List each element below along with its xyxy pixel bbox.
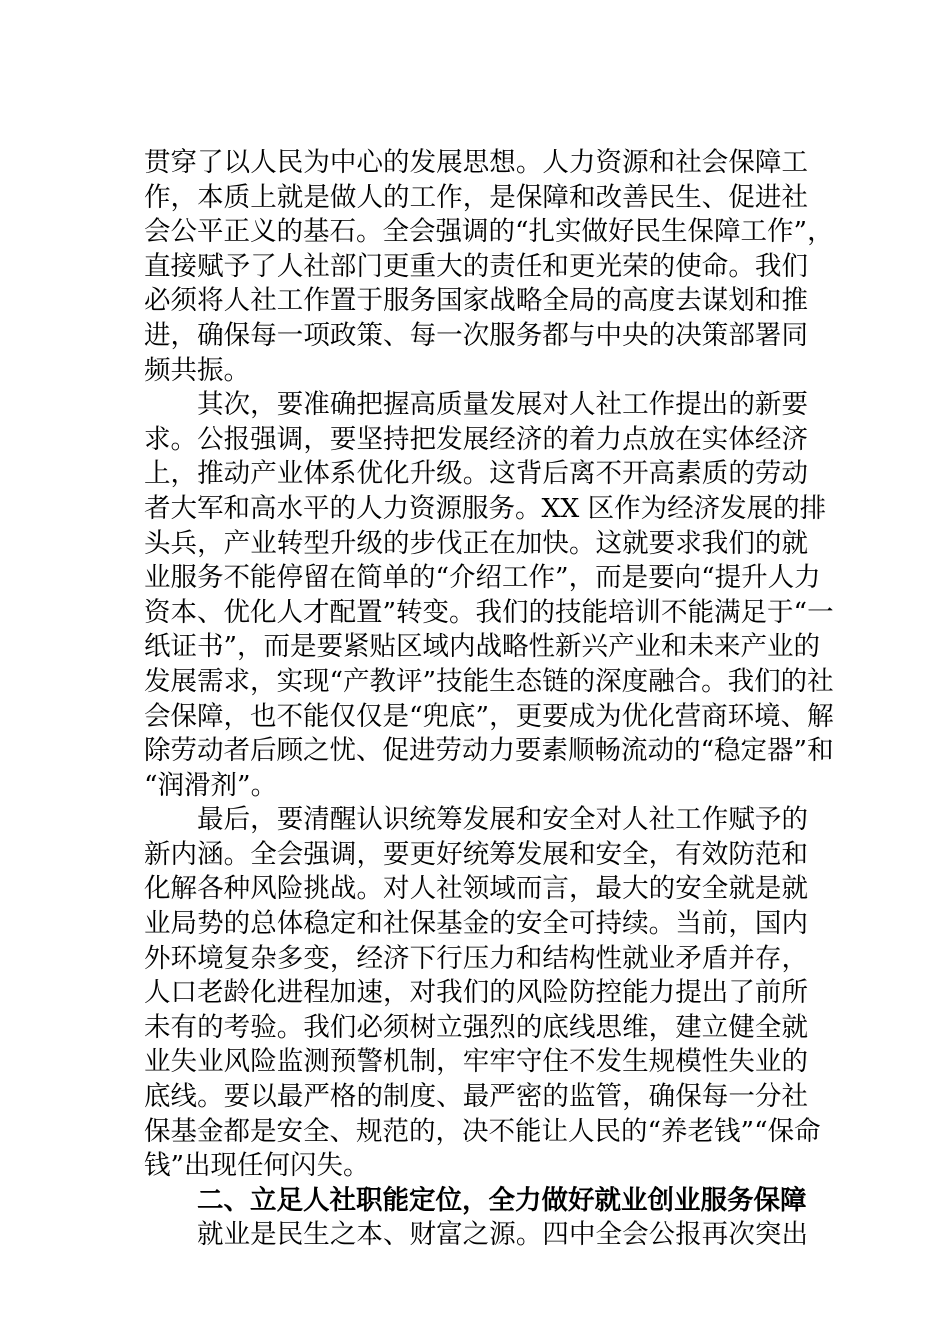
paragraph-3-line: 保基金都是安全、规范的，决不能让人民的“养老钱”“保命: [144, 1115, 821, 1147]
paragraph-4-line: 就业是民生之本、财富之源。四中全会公报再次突出: [197, 1219, 808, 1251]
paragraph-2-line: 纸证书”，而是要紧贴区域内战略性新兴产业和未来产业的: [144, 631, 821, 663]
paragraph-3-line: 钱”出现任何闪失。: [144, 1150, 370, 1182]
paragraph-3-line: 业失业风险监测预警机制，牢牢守住不发生规模性失业的: [144, 1046, 808, 1078]
paragraph-1-line: 贯穿了以人民为中心的发展思想。人力资源和社会保障工: [144, 147, 808, 178]
paragraph-3-line: 未有的考验。我们必须树立强烈的底线思维，建立健全就: [144, 1011, 808, 1043]
paragraph-3-line: 化解各种风险挑战。对人社领域而言，最大的安全就是就: [144, 873, 808, 905]
paragraph-3-line: 业局势的总体稳定和社保基金的安全可持续。当前，国内: [144, 908, 808, 940]
paragraph-2-line: 者大军和高水平的人力资源服务。XX 区作为经济发展的排: [144, 492, 827, 524]
paragraph-2-line: 会保障，也不能仅仅是“兜底”，更要成为优化营商环境、解: [144, 700, 834, 732]
paragraph-2-line: 求。公报强调，要坚持把发展经济的着力点放在实体经济: [144, 423, 808, 455]
paragraph-3-line: 人口老龄化进程加速，对我们的风险防控能力提出了前所: [144, 977, 808, 1009]
paragraph-2-line: 上，推动产业体系优化升级。这背后离不开高素质的劳动: [144, 458, 808, 490]
paragraph-3-line: 外环境复杂多变，经济下行压力和结构性就业矛盾并存，: [144, 942, 808, 974]
paragraph-2-line: 头兵，产业转型升级的步伐正在加快。这就要求我们的就: [144, 527, 808, 559]
paragraph-3-line: 底线。要以最严格的制度、最严密的监管，确保每一分社: [144, 1081, 808, 1113]
document-body: [144, 146, 834, 1253]
paragraph-1-line: 必须将人社工作置于服务国家战略全局的高度去谋划和推: [144, 285, 808, 317]
paragraph-1-line: 频共振。: [144, 354, 250, 386]
paragraph-1-line: 进，确保每一项政策、每一次服务都与中央的决策部署同: [144, 319, 808, 351]
section-heading: 二、立足人社职能定位，全力做好就业创业服务保障: [197, 1184, 807, 1216]
paragraph-1-line: 作，本质上就是做人的工作，是保障和改善民生、促进社: [144, 181, 808, 213]
paragraph-1-line: 直接赋予了人社部门更重大的责任和更光荣的使命。我们: [144, 250, 808, 282]
paragraph-3-line: 新内涵。全会强调，要更好统筹发展和安全，有效防范和: [144, 838, 808, 870]
paragraph-3-line: 最后，要清醒认识统筹发展和安全对人社工作赋予的: [197, 804, 808, 836]
paragraph-2-line: 其次，要准确把握高质量发展对人社工作提出的新要: [197, 389, 808, 421]
paragraph-2-line: 资本、优化人才配置”转变。我们的技能培训不能满足于“一: [144, 596, 834, 628]
paragraph-1-line: 会公平正义的基石。全会强调的“扎实做好民生保障工作”，: [144, 216, 834, 248]
paragraph-2-line: 除劳动者后顾之忧、促进劳动力要素顺畅流动的“稳定器”和: [144, 735, 834, 767]
paragraph-2-line: 业服务不能停留在简单的“介绍工作”，而是要向“提升人力: [144, 562, 821, 594]
paragraph-2-line: 发展需求，实现“产教评”技能生态链的深度融合。我们的社: [144, 665, 834, 697]
paragraph-2-line: “润滑剂”。: [144, 769, 278, 801]
